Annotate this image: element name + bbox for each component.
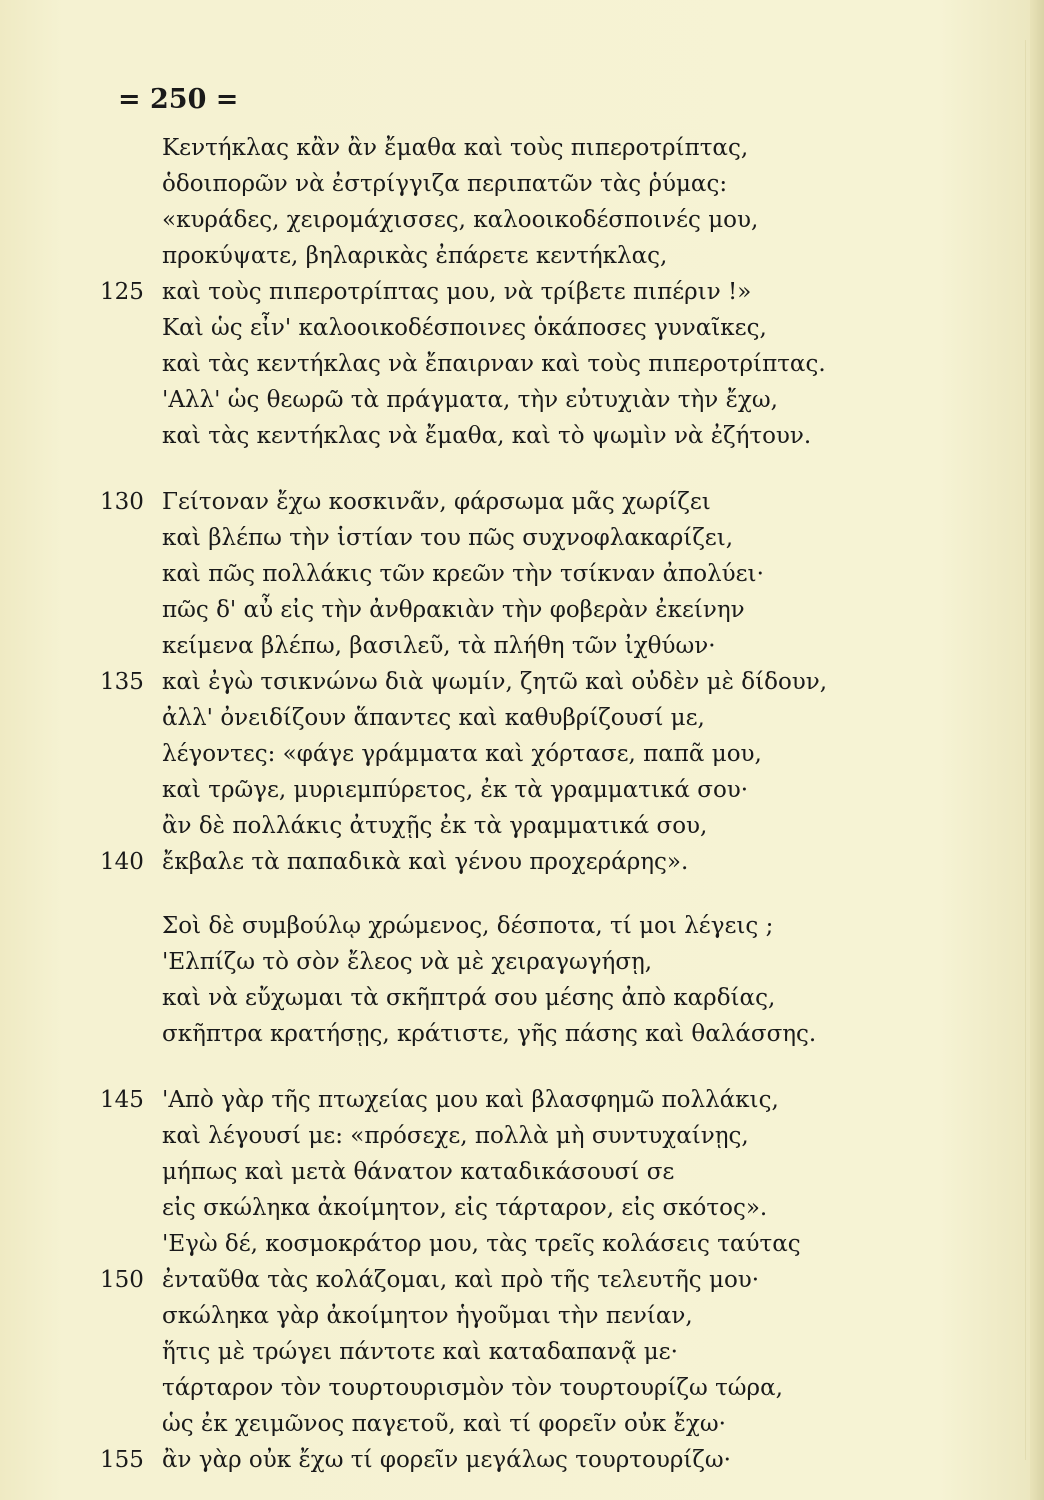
verse-line xyxy=(0,664,1000,700)
verse-text: ἂν γὰρ οὐκ ἔχω τί φορεῖν μεγάλως τουρτουρίζω· xyxy=(162,1447,731,1473)
verse-text: καὶ τρῶγε, μυριεμπύρετος, ἐκ τὰ γραμματικά σου· xyxy=(162,777,749,803)
verse-line xyxy=(0,1118,1000,1154)
verse-text: ὁδοιπορῶν νὰ ἐστρίγγιζα περιπατῶν τὰς ῥύμας: xyxy=(162,171,728,197)
verse-text: 'Αλλ' ὡς θεωρῶ τὰ πράγματα, τὴν εὐτυχιὰν τὴν ἔχω, xyxy=(162,387,778,413)
line-number: 135 xyxy=(100,669,144,695)
verse-line xyxy=(0,1262,1000,1298)
verse-line xyxy=(0,1154,1000,1190)
verse-text: εἰς σκώληκα ἀκοίμητον, εἰς τάρταρον, εἰς σκότος». xyxy=(162,1195,768,1221)
verse-text: προκύψατε, βηλαρικὰς ἐπάρετε κεντήκλας, xyxy=(162,243,668,269)
verse-line xyxy=(0,736,1000,772)
verse-line xyxy=(0,274,1000,310)
verse-text: 'Απὸ γὰρ τῆς πτωχείας μου καὶ βλασφημῶ πολλάκις, xyxy=(162,1087,779,1113)
verse-text: καὶ νὰ εὔχωμαι τὰ σκῆπτρά σου μέσης ἀπὸ καρδίας, xyxy=(162,985,776,1011)
verse-text: λέγοντες: «φάγε γράμματα καὶ χόρτασε, παπᾶ μου, xyxy=(162,741,762,767)
page-edge-line xyxy=(1025,40,1026,1460)
verse-line xyxy=(0,1334,1000,1370)
verse-text: πῶς δ' αὖ εἰς τὴν ἀνθρακιὰν τὴν φοβερὰν ἐκείνην xyxy=(162,597,745,623)
verse-line xyxy=(0,556,1000,592)
verse-text: «κυράδες, χειρομάχισσες, καλοοικοδέσποινές μου, xyxy=(162,207,759,233)
verse-line xyxy=(0,202,1000,238)
verse-text: 'Ελπίζω τὸ σὸν ἔλεος νὰ μὲ χειραγωγήσῃ, xyxy=(162,949,653,975)
verse-text: σκῆπτρα κρατήσῃς, κράτιστε, γῆς πάσης καὶ θαλάσσης. xyxy=(162,1021,817,1047)
verse-text: κείμενα βλέπω, βασιλεῦ, τὰ πλήθη τῶν ἰχθύων· xyxy=(162,633,716,659)
stanza-3 xyxy=(0,908,1000,1052)
stanza-1 xyxy=(0,130,1000,454)
verse-line xyxy=(0,1190,1000,1226)
verse-text: σκώληκα γὰρ ἀκοίμητον ἡγοῦμαι τὴν πενίαν, xyxy=(162,1303,693,1329)
verse-text: ἥτις μὲ τρώγει πάντοτε καὶ καταδαπανᾷ με· xyxy=(162,1339,678,1365)
verse-text: καὶ τὰς κεντήκλας νὰ ἔμαθα, καὶ τὸ ψωμὶν νὰ ἐζήτουν. xyxy=(162,423,812,449)
line-number: 145 xyxy=(100,1087,144,1113)
verse-text: Σοὶ δὲ συμβούλῳ χρώμενος, δέσποτα, τί μοι λέγεις ; xyxy=(162,913,774,939)
verse-line xyxy=(0,382,1000,418)
verse-line xyxy=(0,844,1000,880)
verse-text: μήπως καὶ μετὰ θάνατον καταδικάσουσί σε xyxy=(162,1159,675,1185)
verse-text: καὶ βλέπω τὴν ἱστίαν του πῶς συχνοφλακαρίζει, xyxy=(162,525,734,551)
verse-line xyxy=(0,1442,1000,1478)
verse-line xyxy=(0,772,1000,808)
verse-line xyxy=(0,700,1000,736)
line-number: 125 xyxy=(100,279,144,305)
verse-text: καὶ τὰς κεντήκλας νὰ ἔπαιρναν καὶ τοὺς πιπεροτρίπτας. xyxy=(162,351,826,377)
verse-line xyxy=(0,628,1000,664)
verse-line xyxy=(0,520,1000,556)
verse-line xyxy=(0,908,1000,944)
verse-text: καὶ τοὺς πιπεροτρίπτας μου, νὰ τρίβετε πιπέριν !» xyxy=(162,279,752,305)
verse-line xyxy=(0,980,1000,1016)
verse-text: ἀλλ' ὀνειδίζουν ἅπαντες καὶ καθυβρίζουσί με, xyxy=(162,705,705,731)
verse-line xyxy=(0,1298,1000,1334)
line-number: 140 xyxy=(100,849,144,875)
line-number: 130 xyxy=(100,489,144,515)
verse-line xyxy=(0,310,1000,346)
page-edge-strip xyxy=(1030,0,1044,1500)
verse-text: ἐνταῦθα τὰς κολάζομαι, καὶ πρὸ τῆς τελευτῆς μου· xyxy=(162,1267,760,1293)
verse-text: Καὶ ὡς εἶν' καλοοικοδέσποινες ὁκάποσες γυναῖκες, xyxy=(162,315,767,341)
verse-text: τάρταρον τὸν τουρτουρισμὸν τὸν τουρτουρίζω τώρα, xyxy=(162,1375,783,1401)
verse-line xyxy=(0,592,1000,628)
verse-line xyxy=(0,484,1000,520)
verse-line xyxy=(0,1226,1000,1262)
verse-text: καὶ πῶς πολλάκις τῶν κρεῶν τὴν τσίκναν ἀπολύει· xyxy=(162,561,764,587)
verse-text: ἂν δὲ πολλάκις ἀτυχῇς ἐκ τὰ γραμματικά σου, xyxy=(162,813,708,839)
stanza-4 xyxy=(0,1082,1000,1478)
line-number: 150 xyxy=(100,1267,144,1293)
verse-line xyxy=(0,1016,1000,1052)
verse-line xyxy=(0,1370,1000,1406)
line-number: 155 xyxy=(100,1447,144,1473)
verse-line xyxy=(0,808,1000,844)
verse-text: 'Εγὼ δέ, κοσμοκράτορ μου, τὰς τρεῖς κολάσεις ταύτας xyxy=(162,1231,801,1257)
verse-line xyxy=(0,1406,1000,1442)
verse-text: Γείτοναν ἔχω κοσκινᾶν, φάρσωμα μᾶς χωρίζει xyxy=(162,489,711,515)
verse-line xyxy=(0,1082,1000,1118)
verse-text: ἔκβαλε τὰ παπαδικὰ καὶ γένου προχεράρης». xyxy=(162,849,689,875)
verse-text: Κεντήκλας κἂν ἂν ἔμαθα καὶ τοὺς πιπεροτρίπτας, xyxy=(162,135,749,161)
verse-line xyxy=(0,418,1000,454)
verse-text: καὶ ἐγὼ τσικνώνω διὰ ψωμίν, ζητῶ καὶ οὐδὲν μὲ δίδουν, xyxy=(162,669,828,695)
verse-line xyxy=(0,238,1000,274)
verse-line xyxy=(0,130,1000,166)
verse-line xyxy=(0,944,1000,980)
verse-line xyxy=(0,166,1000,202)
verse-text: ὡς ἐκ χειμῶνος παγετοῦ, καὶ τί φορεῖν οὐκ ἔχω· xyxy=(162,1411,726,1437)
page-number: = 250 = xyxy=(118,84,239,115)
verse-text: καὶ λέγουσί με: «πρόσεχε, πολλὰ μὴ συντυχαίνῃς, xyxy=(162,1123,749,1149)
verse-line xyxy=(0,346,1000,382)
stanza-2 xyxy=(0,484,1000,880)
